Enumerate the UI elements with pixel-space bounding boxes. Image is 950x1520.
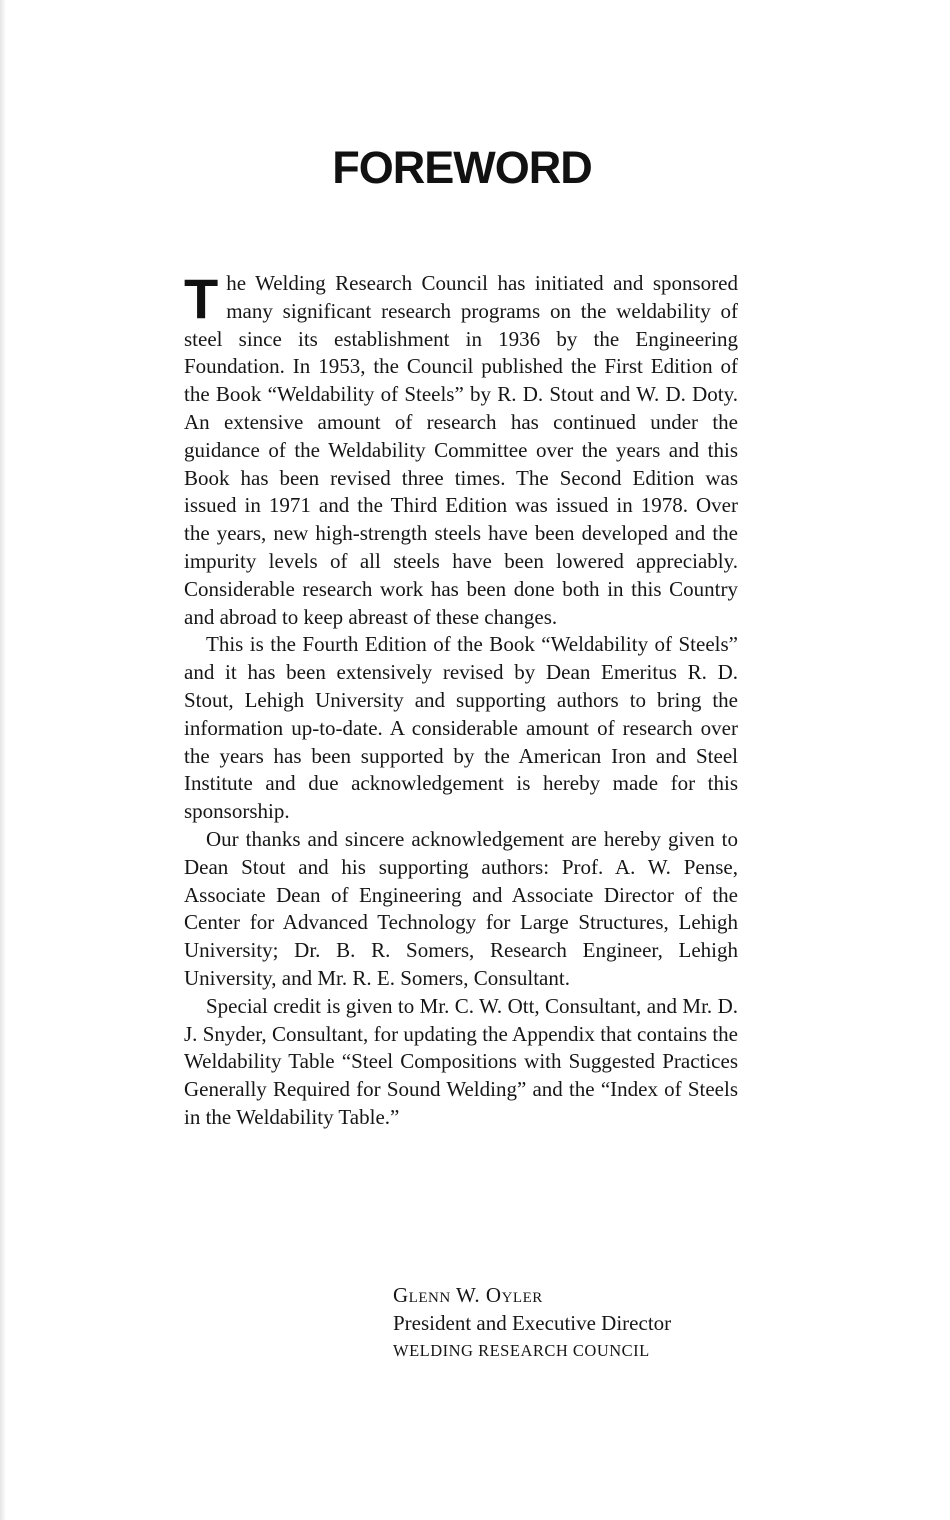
paragraph-2: This is the Fourth Edition of the Book “Weldability of Steels” and it has been extensively revised by Dean Emeritus R. D. Stout, Lehigh University and supporting authors to bring the information up-to-date. A considerable amount of research over the years has been supported by the American Iron and Steel Institute and due acknowledgement is hereby made for this sponsorship. [184, 632, 738, 824]
paragraph-4: Special credit is given to Mr. C. W. Ott, Consultant, and Mr. D. J. Snyder, Consultant, for updating the Appendix that contains the Weldability Table “Steel Compositions with Suggested Practices Generally Required for Sound Welding” and the “Index of Steels in the Weldability Table.” [184, 993, 738, 1129]
page-title: FOREWORD [332, 142, 592, 193]
signatory-position: President and Executive Director [393, 1310, 672, 1335]
page-edge-shadow [0, 0, 6, 1520]
paragraph-3: Our thanks and sincere acknowledgement are hereby given to Dean Stout and his supporting authors: Prof. A. W. Pense, Associate Dean of Engineering and Associate Director of the Center for Advanced Technology for Large Structures, Lehigh University; Dr. B. R. Somers, Research Engineer, Lehigh University, and Mr. R. E. Somers, Consultant. [184, 826, 738, 990]
drop-cap: T [184, 267, 219, 330]
paragraph-1 [184, 267, 738, 631]
paragraph-1-text: he Welding Research Council has initiated and sponsored many significant research programs on the weldability of steel since its establishment in 1936 by the Engineering Foundation. In 1953, the Council published the First Edition of the Book “Weldability of Steels” by R. D. Stout and W. D. Doty. An extensive amount of research has continued under the guidance of the Weldability Committee over the years and this Book has been revised three times. The Second Edition was issued in 1971 and the Third Edition was issued in 1978. Over the years, new high-strength steels have been developed and the impurity levels of all steels have been lowered appreciably. Considerable research work has been done both in this Country and abroad to keep abreast of these changes. [184, 271, 738, 629]
signature-block [393, 1282, 671, 1365]
signatory-name: Glenn W. Oyler [393, 1283, 543, 1307]
signatory-organization: WELDING RESEARCH COUNCIL [393, 1341, 650, 1360]
foreword-body [184, 267, 738, 1132]
